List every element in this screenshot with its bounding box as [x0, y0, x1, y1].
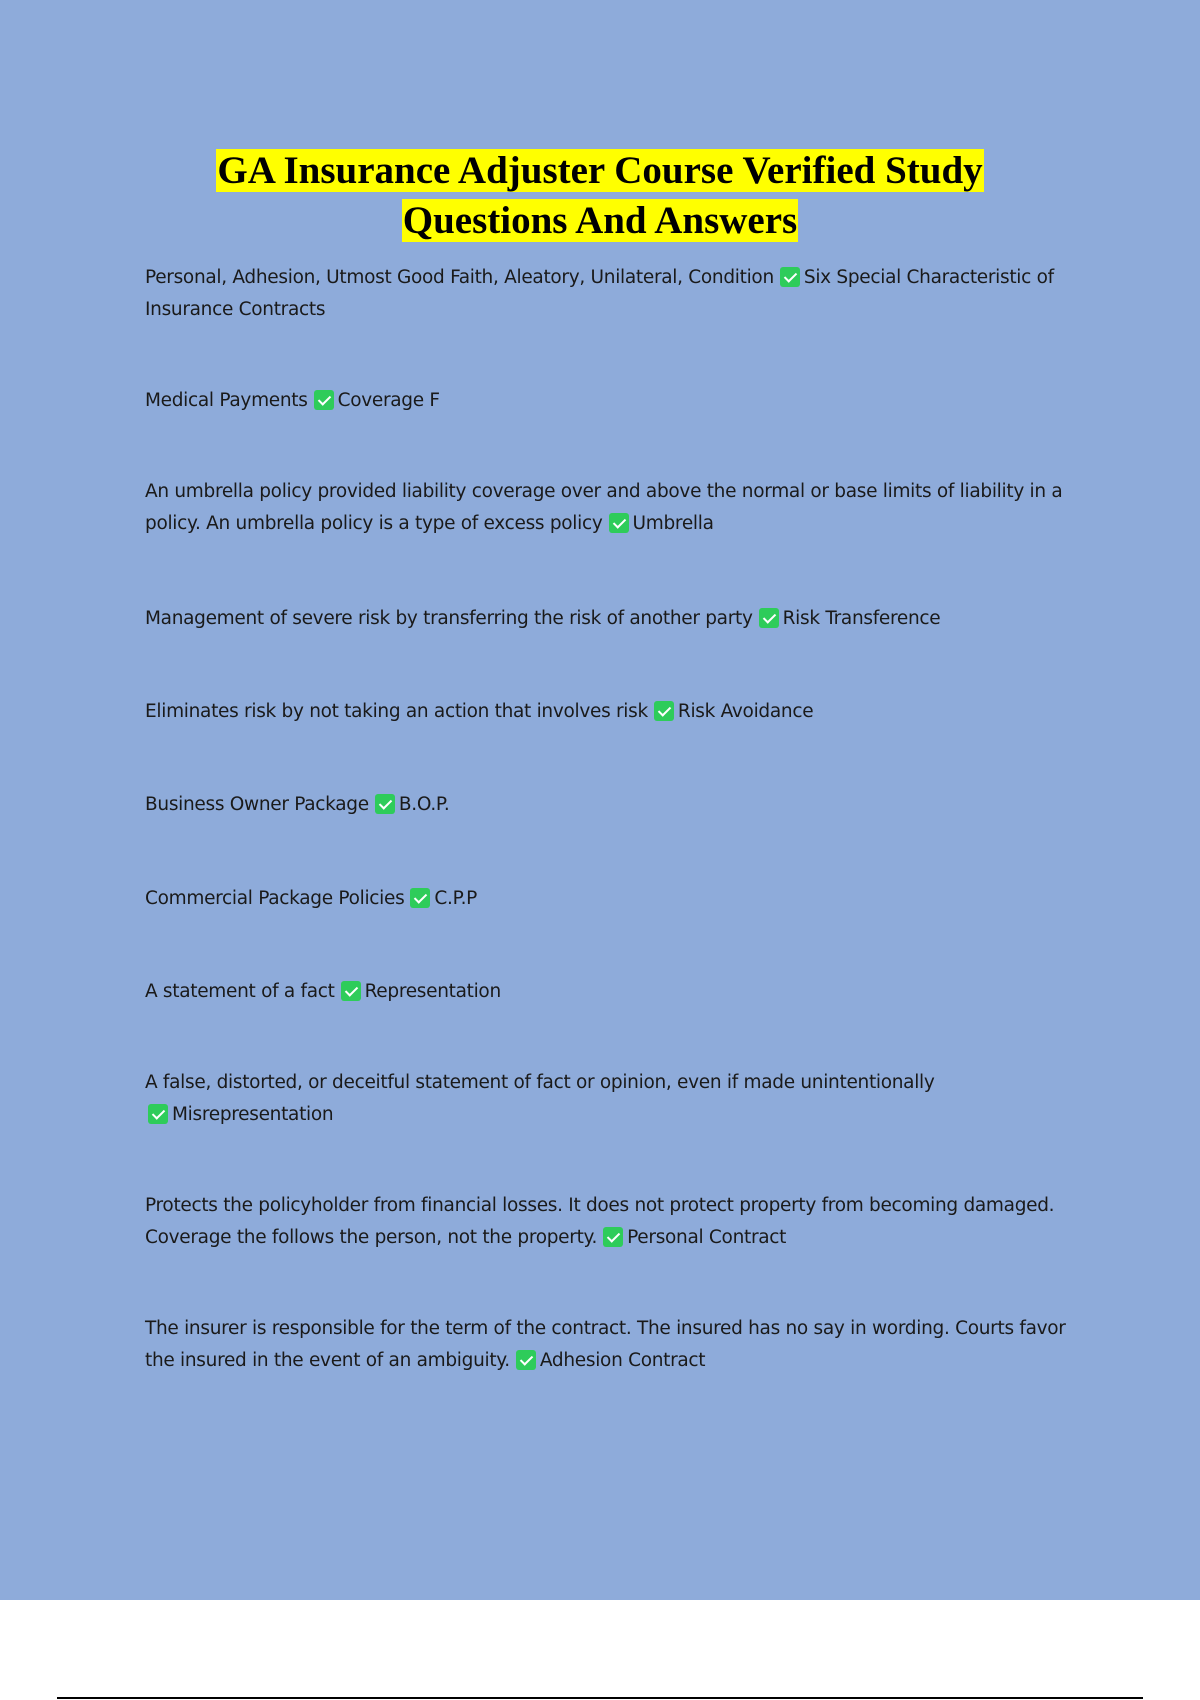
answer-text: C.P.P [434, 888, 478, 909]
check-mark-icon [148, 1104, 168, 1124]
question-text: A statement of a fact [145, 981, 335, 1002]
check-mark-icon [516, 1350, 536, 1370]
document-title [100, 146, 1100, 246]
question-text: Management of severe risk by transferring the risk of another party [145, 608, 753, 629]
question-text: The insurer is responsible for the term of the contract. The insured has no say in wording. Courts favor the insured in the event of an ambiguity. [145, 1318, 1066, 1371]
qa-item-4 [145, 603, 1075, 635]
qa-item-5 [145, 696, 1075, 728]
answer-text: Misrepresentation [172, 1104, 334, 1125]
question-text: An umbrella policy provided liability coverage over and above the normal or base limits of liability in a policy. An umbrella policy is a type of excess policy [145, 481, 1063, 534]
qa-item-2 [145, 385, 1075, 417]
qa-item-8 [145, 976, 1075, 1008]
check-mark-icon [654, 701, 674, 721]
qa-item-11 [145, 1313, 1075, 1377]
answer-text: Personal Contract [627, 1227, 787, 1248]
question-text: Eliminates risk by not taking an action that involves risk [145, 701, 648, 722]
answer-text: Coverage F [337, 390, 440, 411]
check-mark-icon [603, 1227, 623, 1247]
answer-text: Umbrella [632, 513, 714, 534]
answer-text: Risk Transference [782, 608, 941, 629]
check-mark-icon [759, 608, 779, 628]
check-mark-icon [609, 513, 629, 533]
qa-item-1 [145, 262, 1075, 326]
answer-text: B.O.P. [398, 794, 450, 815]
title-line-2: Questions And Answers [402, 199, 798, 242]
question-text: Protects the policyholder from financial losses. It does not protect property from becoming damaged. Coverage the follows the person, not the property. [145, 1195, 1055, 1248]
qa-item-3 [145, 476, 1075, 540]
qa-item-9 [145, 1067, 1075, 1131]
check-mark-icon [410, 888, 430, 908]
answer-text: Six Special Characteristic of Insurance Contracts [145, 267, 1054, 320]
qa-item-10 [145, 1190, 1075, 1254]
check-mark-icon [780, 267, 800, 287]
qa-item-6 [145, 789, 1075, 821]
answer-text: Risk Avoidance [677, 701, 814, 722]
question-text: A false, distorted, or deceitful statement of fact or opinion, even if made unintentionally [145, 1072, 935, 1093]
question-text: Personal, Adhesion, Utmost Good Faith, Aleatory, Unilateral, Condition [145, 267, 774, 288]
check-mark-icon [341, 981, 361, 1001]
footer-divider [57, 1697, 1143, 1699]
question-text: Medical Payments [145, 390, 308, 411]
question-text: Commercial Package Policies [145, 888, 405, 909]
answer-text: Representation [364, 981, 501, 1002]
title-line-1: GA Insurance Adjuster Course Verified Study [217, 149, 983, 192]
answer-text: Adhesion Contract [539, 1350, 706, 1371]
check-mark-icon [314, 390, 334, 410]
question-text: Business Owner Package [145, 794, 369, 815]
qa-item-7 [145, 883, 1075, 915]
check-mark-icon [375, 794, 395, 814]
